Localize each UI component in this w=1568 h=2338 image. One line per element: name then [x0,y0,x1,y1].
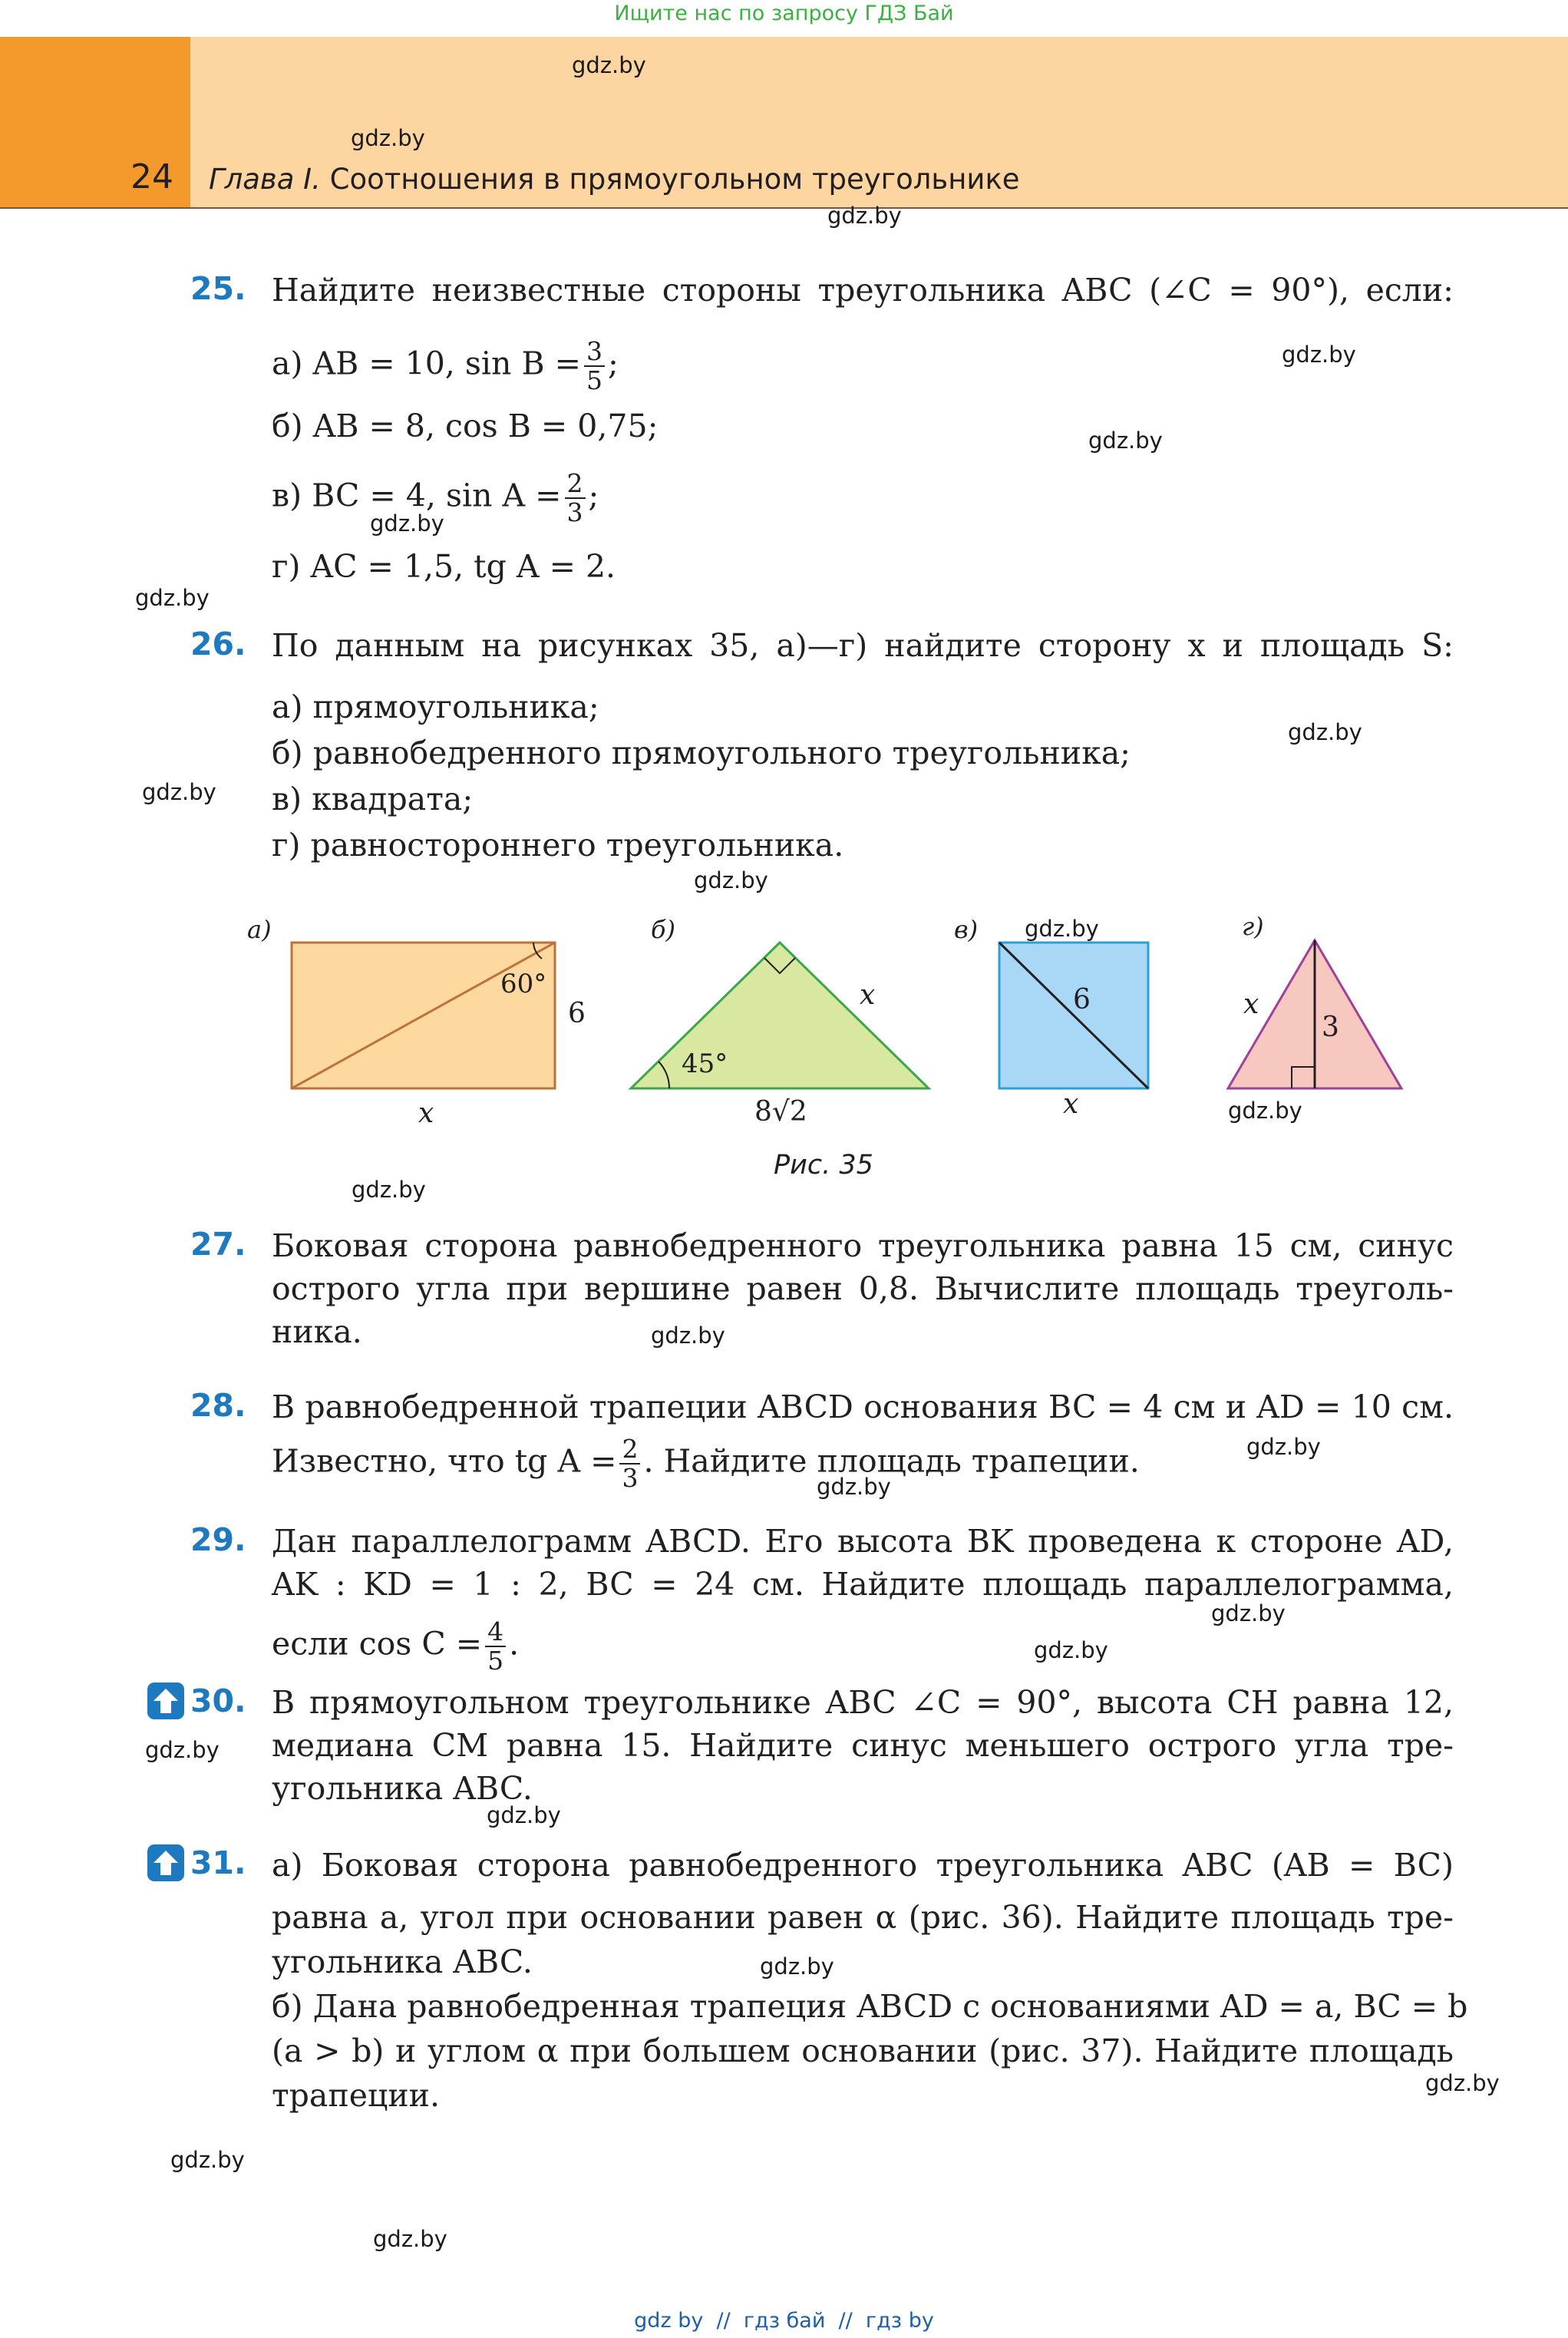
problem-number: 28. [190,1387,246,1424]
text-line: Дан параллелограмм ABCD. Его высота BK проведена к стороне AD, [272,1523,1454,1560]
problem-number: 29. [190,1521,246,1558]
watermark: gdz.by [572,52,646,78]
problem-item [272,470,599,527]
problem-text: Найдите неизвестные стороны треугольника ABC (∠C = 90°), если: [272,272,1454,309]
text-line: . Найдите площадь трапеции. [643,1442,1140,1480]
text-line: . [509,1625,520,1663]
denominator: 3 [566,497,583,527]
page-number: 24 [130,157,173,196]
numerator: 2 [619,1435,640,1465]
watermark: gdz.by [1088,428,1163,454]
figure-label: а) [247,915,272,944]
watermark: gdz.by [145,1737,220,1763]
text-line: В прямоугольном треугольнике ABC ∠C = 90°, высота CH равна 12, [272,1684,1454,1721]
problem-item: а) прямоугольника; [272,689,599,725]
watermark: gdz.by [1025,916,1099,942]
problem-text [272,1618,519,1675]
chapter-label: Глава I. [209,163,321,196]
watermark: gdz.by [1425,2070,1500,2096]
side-label: x [418,1098,434,1129]
text-line: AK : KD = 1 : 2, BC = 24 см. Найдите площадь параллелограмма, [272,1566,1454,1603]
footer-watermark: gdz by // гдз бай // гдз by [634,2309,934,2333]
text-line: угольника ABC. [272,1943,533,1980]
text-line: Боковая сторона равнобедренного треугольника равна 15 см, синус [272,1227,1454,1264]
side-label: 3 [1322,1012,1339,1043]
problem-item [272,338,619,395]
problem-text [272,1224,1454,1353]
problem-number: 25. [190,270,246,307]
problem-number: 26. [190,626,246,662]
figure-label: г) [1242,912,1264,941]
header-rule [0,207,1568,209]
watermark: gdz.by [1034,1637,1108,1663]
watermark: gdz.by [1228,1098,1302,1124]
text-line: В равнобедренной трапеции ABCD основания BC = 4 см и AD = 10 см. [272,1389,1454,1425]
watermark: gdz.by [1246,1434,1321,1460]
problem-item: б) равнобедренного прямоугольного треугольника; [272,735,1131,771]
watermark: gdz.by [694,867,768,893]
text-line: если cos C = [272,1625,483,1663]
problem-item: б) AB = 8, cos B = 0,75; [272,408,659,444]
figure-label: в) [954,915,979,944]
right-triangle-shape [631,943,929,1088]
watermark: gdz.by [1282,342,1356,368]
fraction [619,1435,640,1492]
home-task-icon [147,1683,184,1719]
item-text: а) AB = 10, sin B = [272,345,581,382]
text-line: медиана CM равна 15. Найдите синус меньшего острого угла тре- [272,1727,1454,1764]
watermark: gdz.by [651,1323,725,1349]
problem-text [272,1385,1454,1428]
problem-text [272,1435,1140,1492]
text-line: (a > b) и углом α при большем основании (рис. 37). Найдите площадь [272,2033,1454,2069]
fraction [584,338,605,395]
side-label: x [1243,989,1259,1020]
text-line: а) Боковая сторона равнобедренного треугольника ABC (AB = BC) [272,1847,1454,1884]
angle-label: 60° [500,969,547,999]
chapter-name: Соотношения в прямоугольном треугольнике [329,163,1020,196]
watermark: gdz.by [142,779,216,805]
watermark: gdz.by [170,2147,245,2173]
side-label: 6 [1073,984,1091,1015]
problem-item: в) квадрата; [272,781,474,817]
figure-label: б) [651,915,676,944]
home-task-icon [147,1844,184,1881]
text-line: трапеции. [272,2077,441,2114]
fraction [565,470,586,527]
side-label: x [860,979,876,1011]
watermark: gdz.by [352,1177,426,1203]
problem-number: 27. [190,1226,246,1263]
denominator: 5 [586,365,602,395]
text-line: равна a, угол при основании равен α (рис. 36). Найдите площадь тре- [272,1899,1454,1936]
text-line: ника. [272,1313,362,1350]
watermark: gdz.by [1288,719,1362,745]
problem-text [272,1681,1454,1810]
text-line: б) Дана равнобедренная трапеция ABCD с основаниями AD = a, BC = b [272,1988,1468,2025]
item-end: ; [588,477,599,514]
watermark: gdz.by [135,585,210,611]
item-text: в) BC = 4, sin A = [272,477,562,514]
side-label: 6 [568,998,586,1029]
side-label: 8√2 [754,1096,807,1128]
denominator: 5 [487,1646,504,1676]
text-line: Известно, что tg A = [272,1442,617,1480]
numerator: 2 [565,470,586,499]
problem-text [272,1520,1454,1606]
problem-number: 31. [190,1844,246,1881]
problem-item: г) равностороннего треугольника. [272,827,844,864]
watermark: gdz.by [1211,1600,1286,1626]
watermark: gdz.by [827,203,902,229]
watermark: gdz.by [370,510,444,537]
numerator: 4 [485,1618,506,1647]
problem-number: 30. [190,1683,246,1719]
numerator: 3 [584,338,605,367]
top-watermark: Ищите нас по запросу ГДЗ Бай [614,2,954,25]
problem-item: г) AC = 1,5, tg A = 2. [272,548,616,585]
denominator: 3 [622,1463,639,1493]
fraction [485,1618,506,1675]
watermark: gdz.by [373,2226,447,2252]
text-line: острого угла при вершине равен 0,8. Вычислите площадь треуголь- [272,1270,1454,1307]
figure-caption: Рис. 35 [774,1150,873,1181]
problem-text: По данным на рисунках 35, а)—г) найдите сторону x и площадь S: [272,627,1454,664]
angle-label: 45° [682,1048,728,1079]
chapter-title [209,163,1020,196]
side-label: x [1063,1088,1079,1120]
text-line: угольника ABC. [272,1770,533,1807]
watermark: gdz.by [760,1953,834,1980]
watermark: gdz.by [487,1802,561,1828]
item-end: ; [607,345,619,382]
watermark: gdz.by [351,125,425,151]
watermark: gdz.by [817,1474,891,1500]
